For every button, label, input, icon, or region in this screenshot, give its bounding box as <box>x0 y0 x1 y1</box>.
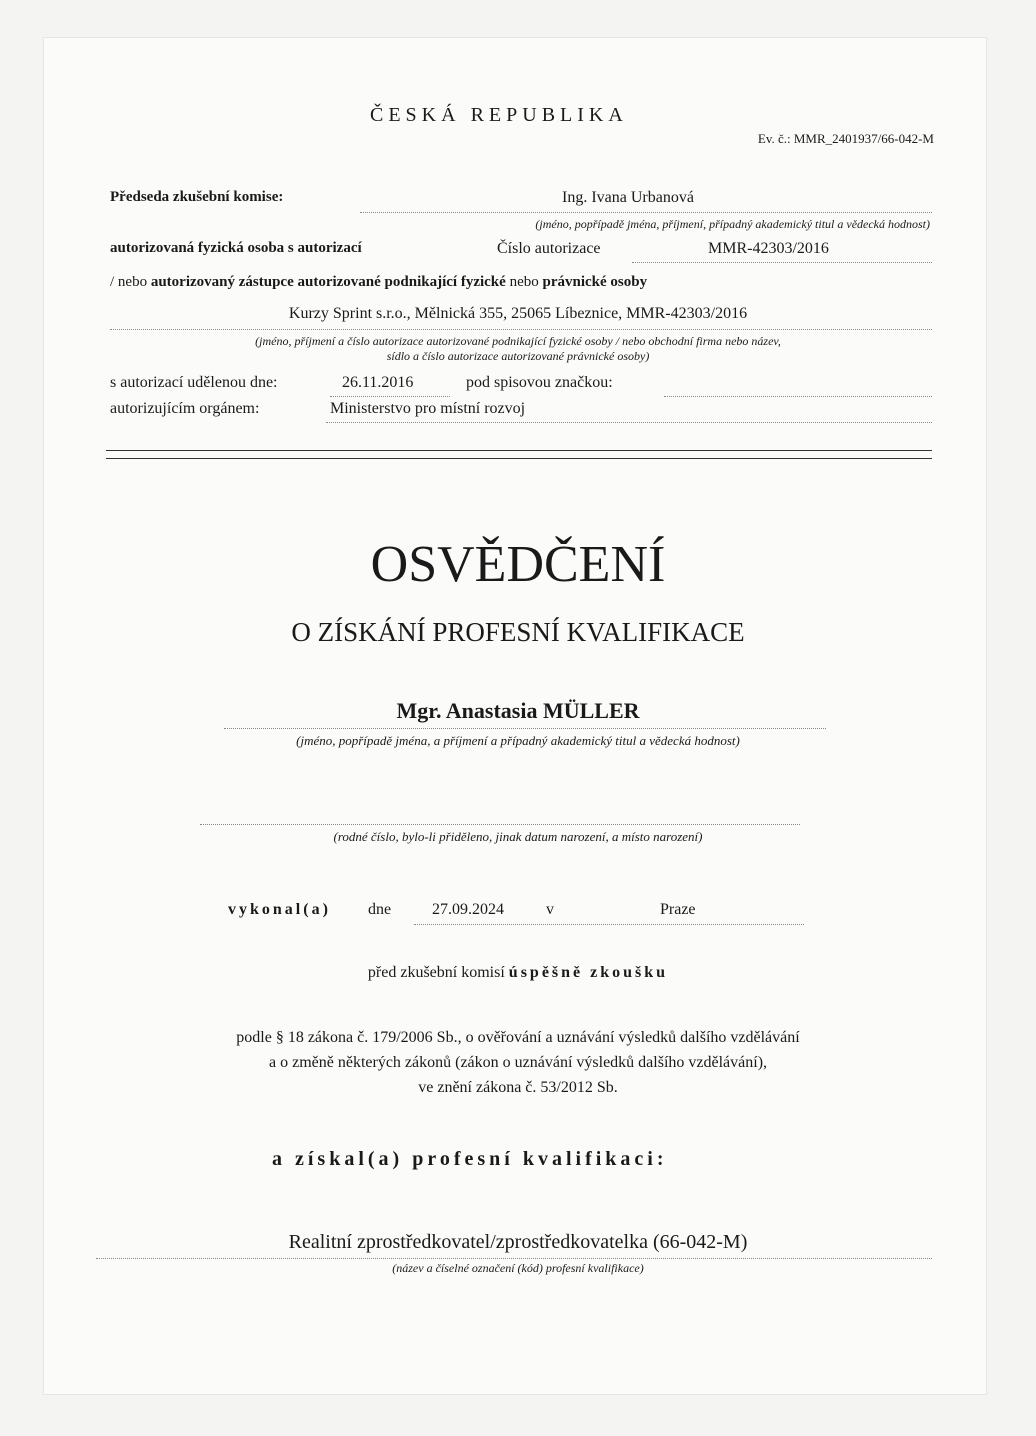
authority-name: Ministerstvo pro místní rozvoj <box>330 400 526 417</box>
holder-dotted-line <box>224 728 826 729</box>
company-dotted-line <box>110 329 932 330</box>
granted-dotted-line <box>330 396 450 397</box>
country-heading: ČESKÁ REPUBLIKA <box>370 104 628 126</box>
exam-date: 27.09.2024 <box>432 901 504 918</box>
success-line <box>0 964 1036 982</box>
holder-hint: (jméno, popřípadě jména, a příjmení a případný akademický titul a vědecká hodnost) <box>296 733 740 748</box>
authority-label: autorizujícím orgánem: <box>110 400 260 417</box>
success-text: úspěšně zkoušku <box>508 964 669 981</box>
granted-label: s autorizací udělenou dne: <box>110 374 278 391</box>
holder-name: Mgr. Anastasia MÜLLER <box>396 698 640 723</box>
birth-dotted-line <box>200 824 800 825</box>
auth-number: MMR-42303/2016 <box>708 240 829 257</box>
before-text: před zkušební komisí <box>367 964 505 981</box>
qualification-name: Realitní zprostředkovatel/zprostředkovatelka (66-042-M) <box>288 1231 748 1253</box>
certificate-title: OSVĚDČENÍ <box>370 536 666 593</box>
granted-date: 26.11.2016 <box>342 374 414 391</box>
law-line-1: podle § 18 zákona č. 179/2006 Sb., o ověřování a uznávání výsledků dalšího vzdělávání <box>236 1029 800 1046</box>
auth-number-label: Číslo autorizace <box>497 240 601 257</box>
chair-dotted-line <box>360 212 932 213</box>
exam-place: Praze <box>660 901 696 918</box>
exam-dotted-line <box>414 924 804 925</box>
evidence-number: Ev. č.: MMR_2401937/66-042-M <box>757 131 934 146</box>
performed-label: vykonal(a) <box>228 901 331 918</box>
or-text-1: / nebo <box>110 274 148 290</box>
file-label: pod spisovou značkou: <box>466 374 613 391</box>
certificate-subtitle: O ZÍSKÁNÍ PROFESNÍ KVALIFIKACE <box>291 617 745 647</box>
auth-number-dotted-line <box>632 262 932 263</box>
divider-bottom <box>106 458 932 459</box>
qualification-hint: (název a číselné označení (kód) profesní kvalifikace) <box>392 1261 644 1275</box>
chair-label: Předseda zkušební komise: <box>110 189 284 205</box>
law-line-3: ve znění zákona č. 53/2012 Sb. <box>418 1079 618 1096</box>
chair-hint: (jméno, popřípadě jména, příjmení, případný akademický titul a vědecká hodnost) <box>535 217 930 231</box>
rep-label: autorizovaný zástupce autorizované podnikající fyzické <box>150 274 506 290</box>
rep-label-2: právnické osoby <box>542 274 648 290</box>
obtained-text: a získal(a) profesní kvalifikaci: <box>272 1148 668 1170</box>
or-text-2: nebo <box>509 274 539 290</box>
divider-top <box>106 450 932 451</box>
auth-person-label: autorizovaná fyzická osoba s autorizací <box>110 240 362 256</box>
authority-dotted-line <box>326 422 932 423</box>
company-hint-2: sídlo a číslo autorizace autorizované právnické osoby) <box>386 349 650 363</box>
birth-hint: (rodné číslo, bylo-li přiděleno, jinak datum narození, a místo narození) <box>333 829 703 844</box>
law-line-2: a o změně některých zákonů (zákon o uznávání výsledků dalšího vzdělávání), <box>268 1054 768 1071</box>
representative-line <box>110 274 647 291</box>
company-info: Kurzy Sprint s.r.o., Mělnická 355, 25065 Líbeznice, MMR-42303/2016 <box>288 305 748 322</box>
qualification-dotted-line <box>96 1258 932 1259</box>
day-label: dne <box>368 901 392 918</box>
chair-name: Ing. Ivana Urbanová <box>562 189 694 206</box>
in-label: v <box>546 901 554 918</box>
company-hint-1: (jméno, příjmení a číslo autorizace autorizované podnikající fyzické osoby / nebo obchodní firma nebo název, <box>255 334 781 348</box>
file-dotted-line <box>664 396 932 397</box>
